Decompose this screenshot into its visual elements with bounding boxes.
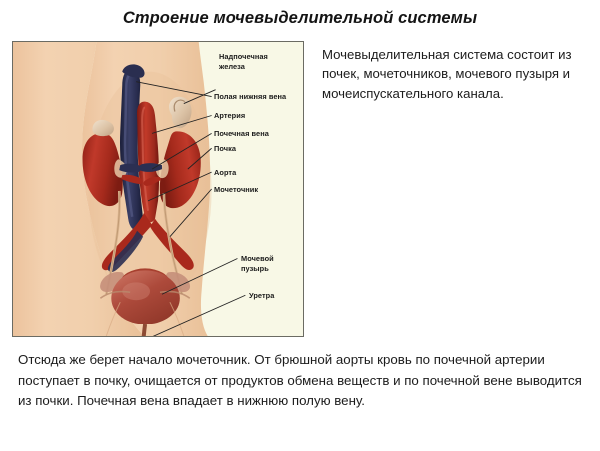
figure-label-urinary-bladder-line2: пузырь: [241, 263, 269, 273]
figure-label-renal-vein: Почечная вена: [214, 129, 269, 138]
figure-label-adrenal-gland: [219, 52, 268, 71]
figure-label-urinary-bladder: [241, 254, 274, 273]
figure-label-urinary-bladder-line1: Мочевой: [241, 254, 274, 263]
figure-label-inferior-vena-cava: Полая нижняя вена: [214, 92, 287, 101]
intro-paragraph: Мочевыделительная система состоит из почек, мочеточников, мочевого пузыря и мочеиспускательного канала.: [322, 47, 572, 101]
figure-label-aorta: Аорта: [214, 168, 237, 177]
figure-label-kidney: Почка: [214, 144, 236, 153]
body-paragraph: Отсюда же берет начало мочеточник. От брюшной аорты кровь по почечной артерии поступает в почку, очищается от продуктов обмена веществ и по почечной вене выводится из почки. Почечная вена впадает в нижнюю полую вену.: [18, 352, 582, 409]
page-title: Строение мочевыделительной системы: [122, 9, 478, 27]
figure-label-ureter: Мочеточник: [214, 185, 259, 194]
figure-label-adrenal-gland-line2: железа: [219, 61, 245, 71]
figure-label-artery: Артерия: [214, 111, 246, 120]
anatomy-figure: [12, 41, 304, 337]
figure-label-adrenal-gland-line1: Надпочечная: [219, 52, 268, 61]
figure-label-urethra: Уретра: [249, 291, 275, 300]
